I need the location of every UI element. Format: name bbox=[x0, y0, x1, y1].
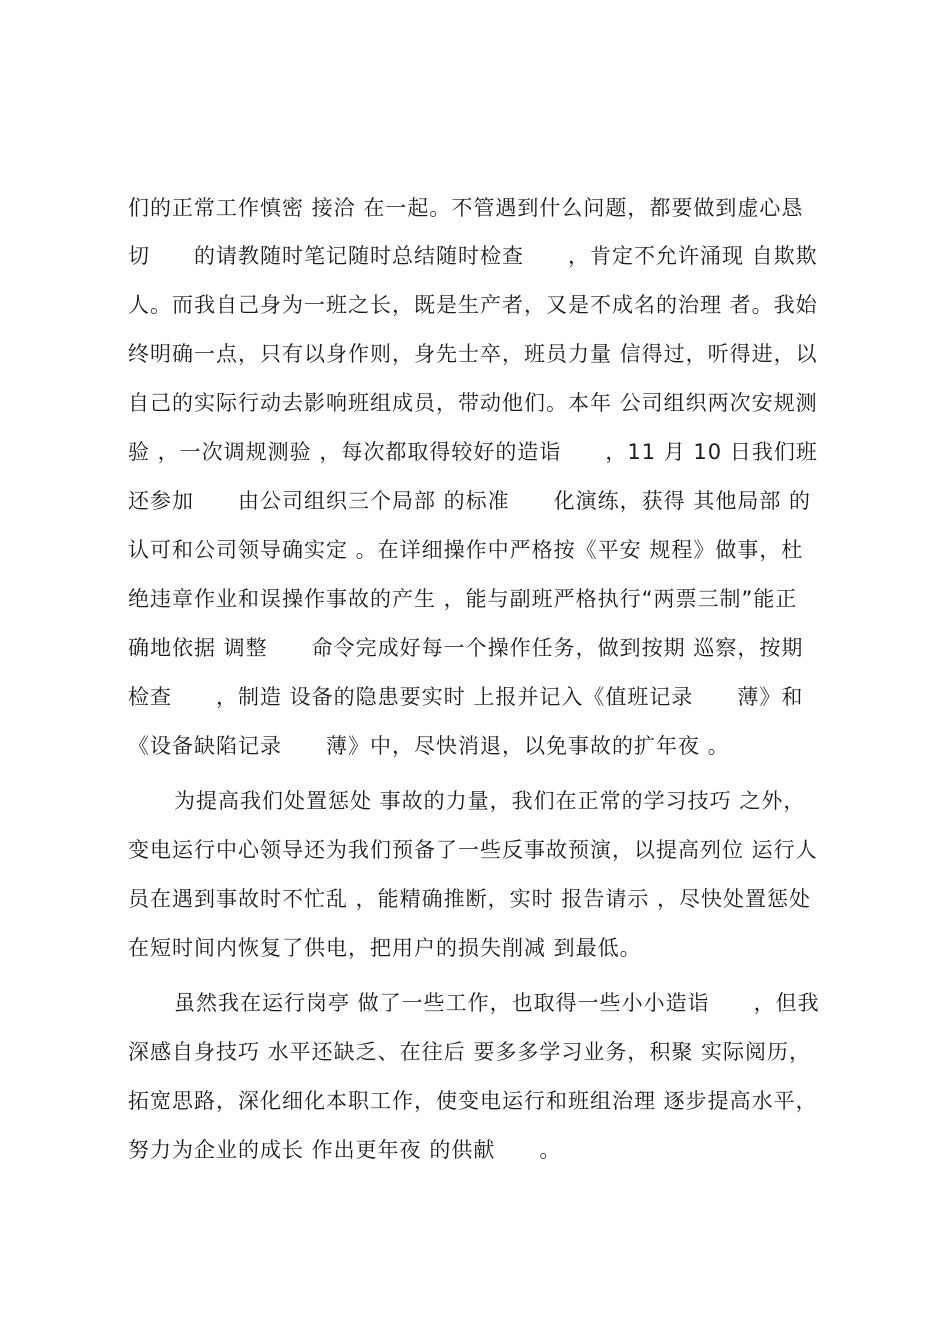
paragraph-1-line-12: 《设备缺陷记录 薄》中，尽快消退，以免事故的扩年夜 。 bbox=[128, 734, 730, 758]
paragraph-2-line-1: 为提高我们处置惩处 事故的力量，我们在正常的学习技巧 之外， bbox=[174, 789, 806, 813]
paragraph-1-line-11: 检查 ，制造 设备的隐患要实时 上报并记入《值班记录 薄》和 bbox=[128, 685, 804, 709]
paragraph-1-line-9: 绝违章作业和误操作事故的产生 ，能与副班严格执行“两票三制”能正 bbox=[128, 587, 798, 611]
paragraph-1-line-10: 确地依据 调整 命令完成好每一个操作任务，做到按期 巡察，按期 bbox=[128, 636, 804, 660]
paragraph-2-line-4: 在短时间内恢复了供电，把用户的损失削减 到最低。 bbox=[128, 936, 642, 960]
paragraph-1-line-4: 终明确一点，只有以身作则，身先士卒，班员力量 信得过，听得进，以 bbox=[128, 342, 818, 366]
paragraph-1-line-5: 自己的实际行动去影响班组成员，带动他们。本年 公司组织两次安规测 bbox=[128, 391, 818, 415]
paragraph-3-line-2: 深感自身技巧 水平还缺乏、在往后 要多多学习业务，积聚 实际阅历， bbox=[128, 1040, 812, 1064]
paragraph-1-line-6: 验 ，一次调规测验 ，每次都取得较好的造诣 ，11 月 10 日我们班 bbox=[128, 440, 818, 464]
paragraph-2-line-2: 变电运行中心领导还为我们预备了一些反事故预演，以提高列位 运行人 bbox=[128, 838, 818, 862]
paragraph-1-line-3: 人。而我自己身为一班之长，既是生产者，又是不成名的治理 者。我始 bbox=[128, 293, 818, 317]
paragraph-3-line-4: 努力为企业的成长 作出更年夜 的供献 。 bbox=[128, 1138, 562, 1162]
paragraph-1-line-2: 切 的请教随时笔记随时总结随时检查 ，肯定不允许涌现 自欺欺 bbox=[128, 244, 818, 268]
paragraph-1-line-1: 们的正常工作慎密 接洽 在一起。不管遇到什么问题，都要做到虚心恳 bbox=[128, 196, 804, 220]
paragraph-3-line-3: 拓宽思路，深化细化本职工作，使变电运行和班组治理 逐步提高水平， bbox=[128, 1089, 818, 1113]
paragraph-2-line-3: 员在遇到事故时不忙乱 ，能精确推断，实时 报告请示 ，尽快处置惩处 bbox=[128, 887, 812, 911]
paragraph-3-line-1: 虽然我在运行岗亭 做了一些工作，也取得一些小小造诣 ，但我 bbox=[174, 991, 820, 1015]
paragraph-1-line-7: 还参加 由公司组织三个局部 的标准 化演练，获得 其他局部 的 bbox=[128, 489, 812, 513]
paragraph-1-line-8: 认可和公司领导确实定 。在详细操作中严格按《平安 规程》做事，杜 bbox=[128, 538, 804, 562]
